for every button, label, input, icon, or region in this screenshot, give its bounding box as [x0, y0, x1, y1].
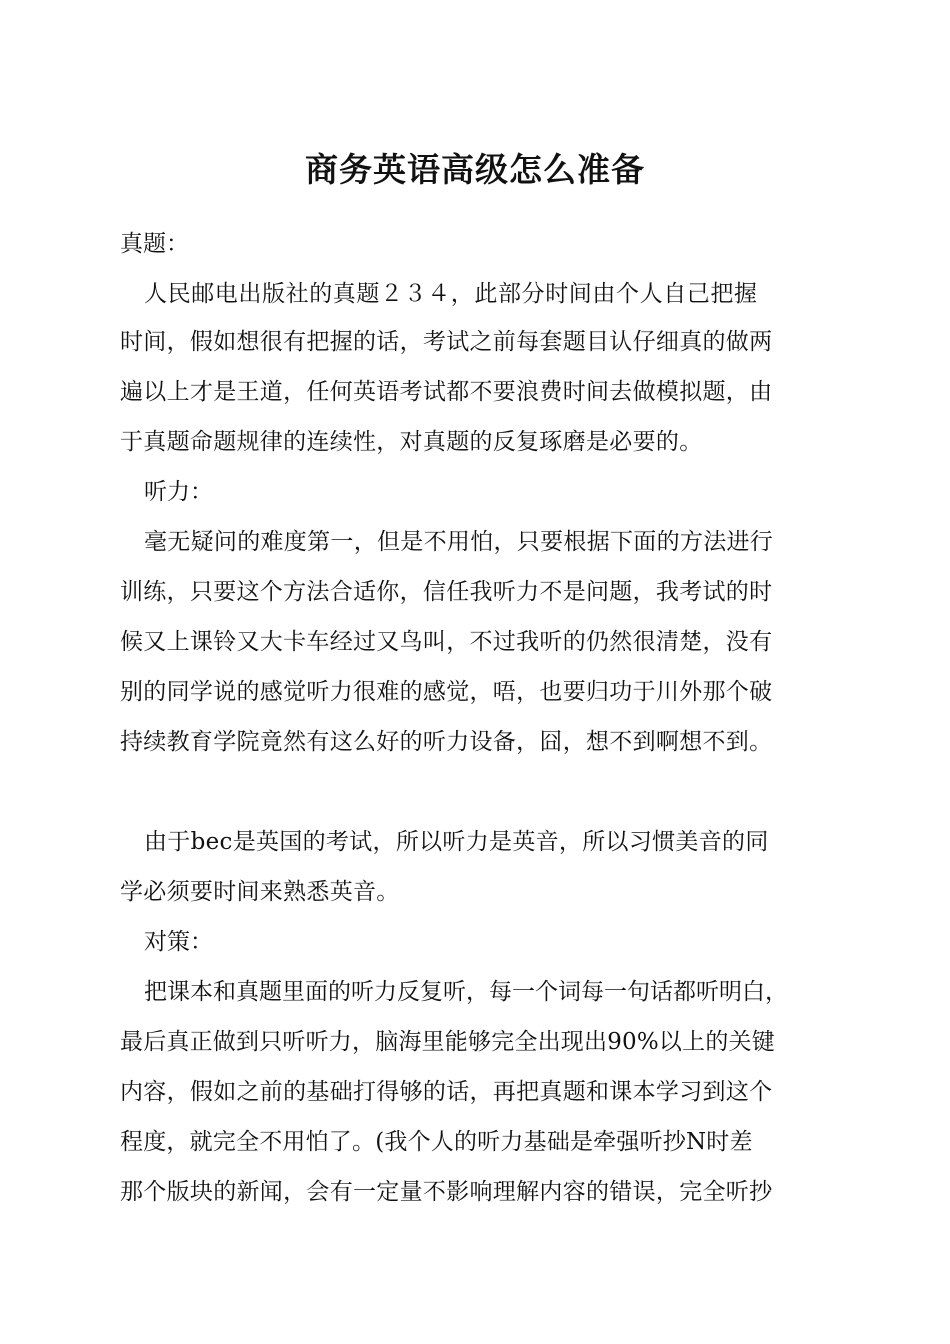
text-line: 由于bec是英国的考试，所以听力是英音，所以习惯美音的同 [144, 829, 769, 855]
text-line: 内容，假如之前的基础打得够的话，再把真题和课本学习到这个 [120, 1079, 773, 1105]
document-title: 商务英语高级怎么准备 [305, 150, 645, 189]
text-line: 真题： [120, 231, 189, 257]
text-line: 学必须要时间来熟悉英音。 [120, 879, 400, 905]
text-line: 把课本和真题里面的听力反复听，每一个词每一句话都听明白， [144, 979, 788, 1005]
text-line: 程度，就完全不用怕了。(我个人的听力基础是牵强听抄N时差 [120, 1129, 753, 1155]
text-line: 最后真正做到只听听力，脑海里能够完全出现出90%以上的关键 [120, 1029, 775, 1055]
text-line: 持续教育学院竟然有这么好的听力设备，囧，想不到啊想不到。 [120, 729, 773, 755]
text-line: 遍以上才是王道，任何英语考试都不要浪费时间去做模拟题，由 [120, 379, 773, 405]
text-line: 于真题命题规律的连续性，对真题的反复琢磨是必要的。 [120, 429, 703, 455]
text-line: 对策： [144, 929, 213, 955]
text-line: 别的同学说的感觉听力很难的感觉，唔，也要归功于川外那个破 [120, 679, 773, 705]
text-line: 毫无疑问的难度第一，但是不用怕，只要根据下面的方法进行 [144, 529, 774, 555]
text-line: 候又上课铃又大卡车经过又鸟叫，不过我听的仍然很清楚，没有 [120, 629, 773, 655]
text-line: 训练，只要这个方法合适你，信任我听力不是问题，我考试的时 [120, 579, 773, 605]
text-line: 时间，假如想很有把握的话，考试之前每套题目认仔细真的做两 [120, 329, 773, 355]
text-line: 听力： [144, 479, 213, 505]
text-line: 人民邮电出版社的真题２３４，此部分时间由个人自己把握 [144, 281, 758, 307]
text-line: 那个版块的新闻，会有一定量不影响理解内容的错误，完全听抄 [120, 1179, 773, 1205]
